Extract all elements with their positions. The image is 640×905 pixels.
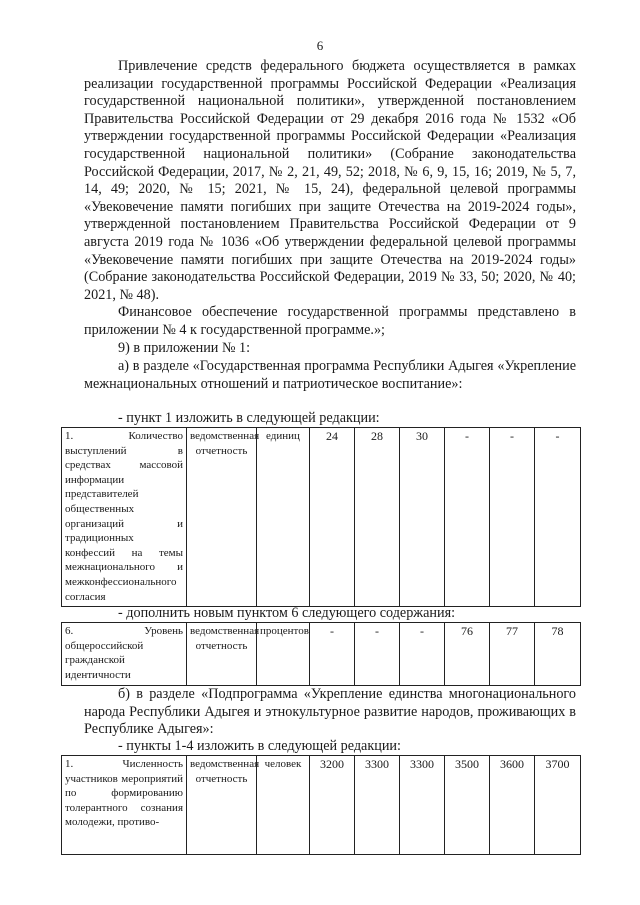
value-cell: - [445,428,490,607]
data-source: ведомственная отчетность [187,428,257,607]
paragraph-financial-support: Финансовое обеспечение государственной программы представлено в приложении № 4 к государственной программе.»; [84,304,576,338]
value-cell: 76 [445,623,490,686]
value-cell: 28 [355,428,400,607]
indicator-name: 1. Количество выступлений в средствах массовой информации представителей общественных организаций и традиционных конфессий на темы межнационального и межконфессионального согласия [62,428,187,607]
value-cell: 3700 [535,756,581,855]
value-cell: - [400,623,445,686]
table-row [62,623,581,686]
value-cell: 3500 [445,756,490,855]
subitem-a: а) в разделе «Государственная программа Республики Адыгея «Укрепление межнациональных отношений и патриотическое воспитание»: [84,358,576,392]
value-cell: 78 [535,623,581,686]
data-source: ведомственная отчетность [187,623,257,686]
instruction-item-1: - пункт 1 изложить в следующей редакции: [118,410,380,426]
instruction-item-6: - дополнить новым пунктом 6 следующего содержания: [118,605,456,621]
indicator-table-3 [61,755,581,855]
indicator-table-2 [61,622,581,686]
subitem-b: б) в разделе «Подпрограмма «Укрепление единства многонационального народа Республики Адыгея и этнокультурное развитие народов, проживающих в Республике Адыгея»: [84,686,576,738]
data-source: ведомственная отчетность [187,756,257,855]
instruction-items-1-4: - пункты 1-4 изложить в следующей редакции: [118,738,401,754]
value-cell: 30 [400,428,445,607]
table-row [62,756,581,855]
table-row [62,428,581,607]
value-cell: 24 [310,428,355,607]
value-cell: 77 [490,623,535,686]
value-cell: - [490,428,535,607]
value-cell: - [535,428,581,607]
indicator-name: 6. Уровень общероссийской гражданской идентичности [62,623,187,686]
unit-of-measure: процентов [257,623,310,686]
value-cell: 3600 [490,756,535,855]
value-cell: - [310,623,355,686]
item-9: 9) в приложении № 1: [118,340,251,356]
value-cell: 3300 [355,756,400,855]
value-cell: 3200 [310,756,355,855]
unit-of-measure: единиц [257,428,310,607]
unit-of-measure: человек [257,756,310,855]
value-cell: 3300 [400,756,445,855]
paragraph-federal-funding: Привлечение средств федерального бюджета осуществляется в рамках реализации государственной программы Российской Федерации «Реализация государственной национальной политики», утвержденной постановлением Правительства Российской Федерации от 29 декабря 2016 года № 1532 «Об утверждении государственной программы Российской Федерации «Реализация государственной национальной политики» (Собрание законодательства Российской Федерации, 2017, № 2, 21, 49, 52; 2018, № 6, 9, 15, 16; 2019, № 5, 7, 14, 49; 2020, № 15; 2021, № 15, 24), федеральной целевой программы «Увековечение памяти погибших при защите Отечества на 2019-2024 годы», утвержденной постановлением Правительства Российской Федерации от 9 августа 2019 года № 1036 «Об утверждении федеральной целевой программы «Увековечение памяти погибших при защите Отечества на 2019-2024 годы» (Собрание законодательства Российской Федерации, 2019 № 33, 50; 2020, № 40; 2021, № 48). [84,58,576,303]
value-cell: - [355,623,400,686]
page-number: 6 [316,38,324,53]
indicator-name: 1. Численность участников мероприятий по формированию толерантного сознания молодежи, противо- [62,756,187,855]
indicator-table-1 [61,427,581,607]
